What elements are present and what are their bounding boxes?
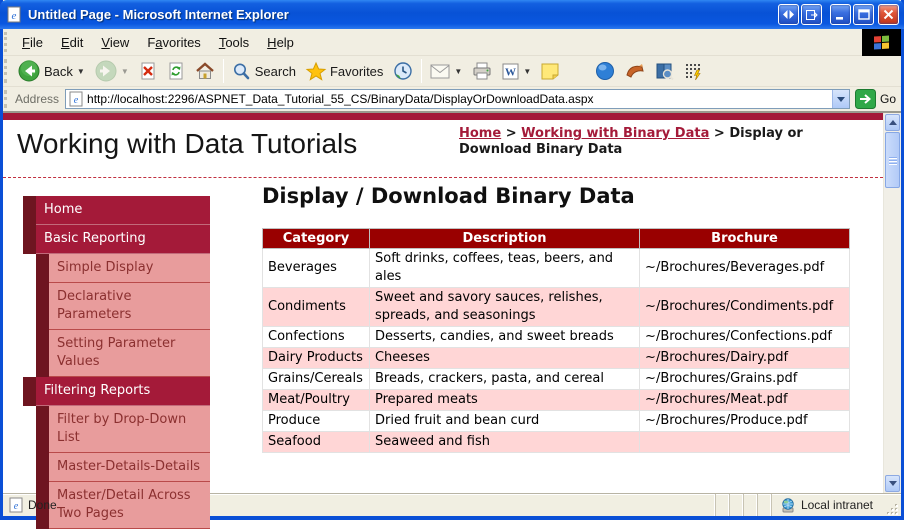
sidebar-item-label: Declarative Parameters: [49, 283, 210, 330]
stop-icon: [139, 62, 157, 80]
history-button[interactable]: [388, 59, 418, 83]
categories-table: [262, 228, 850, 453]
mail-button[interactable]: [425, 62, 467, 81]
page-title: Display / Download Binary Data: [262, 184, 635, 208]
title-bar: [0, 0, 904, 29]
security-zone-pane: [771, 494, 883, 516]
mail-dropdown-caret[interactable]: ▼: [454, 66, 463, 76]
menu-bar: [3, 29, 901, 56]
messenger-button[interactable]: [590, 59, 620, 83]
standard-toolbar: [3, 56, 901, 87]
maximize-button[interactable]: [853, 4, 874, 25]
scroll-up-button[interactable]: [885, 114, 900, 131]
sidebar-item-label: Setting Parameter Values: [49, 330, 210, 377]
table-header-row: [263, 229, 850, 249]
search-label: Search: [254, 63, 296, 79]
go-button[interactable]: [855, 89, 876, 109]
word-icon: [502, 63, 519, 80]
chevron-down-icon: [837, 97, 845, 102]
snagit-button[interactable]: [620, 61, 650, 82]
cell-category: Produce: [263, 411, 370, 432]
menu-favorites[interactable]: Favorites: [147, 34, 201, 50]
scrollbar-track[interactable]: [884, 188, 901, 474]
cell-description: Soft drinks, coffees, teas, beers, and ales: [369, 249, 639, 288]
rebar-grip[interactable]: [4, 32, 12, 52]
minimize-icon: [835, 9, 846, 20]
status-bar: [3, 493, 901, 516]
research-book-icon: [655, 62, 674, 81]
breadcrumb-link-working-with-binary-data[interactable]: Working with Binary Data: [521, 126, 710, 141]
toolbar-separator: [223, 59, 224, 83]
vertical-scrollbar[interactable]: [883, 113, 901, 493]
sidebar-item-shadow: [36, 406, 49, 453]
table-row-meat-poultry: [263, 390, 850, 411]
status-pane: [729, 494, 743, 516]
home-button[interactable]: [190, 60, 220, 82]
cell-description: Desserts, candies, and sweet breads: [369, 327, 639, 348]
rebar-grip[interactable]: [4, 59, 12, 83]
back-icon: [18, 60, 40, 82]
forward-icon: [95, 60, 117, 82]
sidebar-item-shadow: [23, 377, 36, 406]
cell-brochure: ~/Brochures/Condiments.pdf: [640, 288, 850, 327]
masthead: [3, 120, 883, 178]
back-button[interactable]: [13, 58, 90, 84]
menu-items: [13, 29, 303, 55]
favorites-star-icon: [306, 62, 326, 81]
sidebar-item-label: Home: [36, 196, 210, 225]
table-body: [263, 249, 850, 453]
rebar-grip[interactable]: [4, 90, 12, 108]
cell-brochure: ~/Brochures/Dairy.pdf: [640, 348, 850, 369]
capture-tool-icon: [625, 63, 645, 80]
sidebar-item-shadow: [23, 196, 36, 225]
svg-text:W: W: [505, 66, 517, 78]
back-dropdown-caret[interactable]: ▼: [76, 66, 85, 76]
sidebar-item-shadow: [36, 453, 49, 482]
site-title: Working with Data Tutorials: [17, 128, 358, 159]
cell-category: Confections: [263, 327, 370, 348]
window-undock-button[interactable]: [801, 4, 822, 25]
search-icon: [232, 62, 251, 81]
table-row-dairy-products: [263, 348, 850, 369]
sticky-note-icon: [541, 63, 559, 80]
page-accent-bar: [3, 113, 883, 120]
refresh-button[interactable]: [162, 60, 190, 82]
cell-brochure: ~/Brochures/Beverages.pdf: [640, 249, 850, 288]
sidebar-item-label: Master/Detail Across Two Pages: [49, 482, 210, 529]
ie-page-icon: [9, 497, 23, 513]
table-row-confections: [263, 327, 850, 348]
cell-category: Condiments: [263, 288, 370, 327]
status-pane: [757, 494, 771, 516]
cell-brochure: ~/Brochures/Confections.pdf: [640, 327, 850, 348]
close-icon: [883, 9, 894, 20]
svg-text:e: e: [13, 501, 19, 512]
cell-category: Dairy Products: [263, 348, 370, 369]
undock-window-icon: [806, 10, 818, 20]
sidebar-item-simple-display[interactable]: [36, 254, 210, 283]
sidebar-item-declarative-parameters[interactable]: [36, 283, 210, 330]
menu-tools[interactable]: Tools: [218, 34, 250, 50]
favorites-label: Favorites: [329, 63, 384, 79]
forward-button[interactable]: [90, 58, 134, 84]
cell-description: Cheeses: [369, 348, 639, 369]
history-icon: [393, 61, 413, 81]
cell-category: Seafood: [263, 432, 370, 453]
sidebar-item-label: Basic Reporting: [36, 225, 210, 254]
cell-brochure: ~/Brochures/Grains.pdf: [640, 369, 850, 390]
address-label: Address: [15, 92, 60, 106]
column-header-description: Description: [369, 229, 639, 249]
refresh-icon: [167, 62, 185, 80]
cell-description: Dried fruit and bean curd: [369, 411, 639, 432]
scrollbar-thumb[interactable]: [885, 132, 900, 188]
menu-view[interactable]: View: [101, 34, 130, 50]
close-button[interactable]: [878, 4, 899, 25]
address-dropdown-button[interactable]: [832, 90, 849, 108]
cell-description: Sweet and savory sauces, relishes, spreads, and seasonings: [369, 288, 639, 327]
ie-page-icon: [6, 6, 23, 23]
notes-button[interactable]: [536, 61, 564, 82]
breadcrumb-link-home[interactable]: Home: [459, 126, 502, 141]
table-row-grains-cereals: [263, 369, 850, 390]
maximize-icon: [858, 9, 870, 20]
table-row-condiments: [263, 288, 850, 327]
svg-text:e: e: [73, 95, 79, 106]
left-right-arrows-icon: [783, 10, 794, 19]
sidebar-item-master-details-details[interactable]: [36, 453, 210, 482]
stop-button[interactable]: [134, 60, 162, 82]
zone-label: Local intranet: [800, 498, 873, 512]
window-title: Untitled Page - Microsoft Internet Explorer: [28, 7, 289, 22]
table-row-produce: [263, 411, 850, 432]
sidebar-item-label: Filter by Drop-Down List: [49, 406, 210, 453]
sidebar-item-shadow: [23, 225, 36, 254]
address-bar: [3, 87, 901, 112]
svg-text:e: e: [11, 10, 17, 22]
sidebar-item-shadow: [36, 254, 49, 283]
breadcrumb: [459, 126, 859, 158]
ie-page-icon: [69, 91, 83, 107]
sidebar-item-filtering-reports[interactable]: [23, 377, 210, 406]
go-label[interactable]: Go: [879, 92, 896, 106]
menu-file[interactable]: File: [22, 34, 43, 50]
sidebar-item-filter-by-drop-down-list[interactable]: [36, 406, 210, 453]
sidebar-item-home[interactable]: [23, 196, 210, 225]
minimize-button[interactable]: [830, 4, 851, 25]
resize-grip[interactable]: [885, 502, 899, 516]
word-dropdown-caret[interactable]: ▼: [523, 66, 532, 76]
cell-brochure: [640, 432, 850, 453]
favorites-button[interactable]: [301, 60, 388, 83]
sidebar-item-shadow: [36, 330, 49, 377]
address-input[interactable]: [65, 89, 850, 109]
status-pane: [715, 494, 729, 516]
back-label: Back: [44, 63, 73, 79]
breadcrumb-separator: >: [709, 126, 730, 141]
table-row-beverages: [263, 249, 850, 288]
menu-edit[interactable]: Edit: [60, 34, 84, 50]
messenger-sphere-icon: [595, 61, 615, 81]
cell-brochure: ~/Brochures/Meat.pdf: [640, 390, 850, 411]
search-button[interactable]: [227, 60, 301, 83]
toolbar-separator: [421, 59, 422, 83]
cell-brochure: ~/Brochures/Produce.pdf: [640, 411, 850, 432]
home-icon: [195, 62, 215, 80]
sidebar-item-basic-reporting[interactable]: [23, 225, 210, 254]
cell-category: Beverages: [263, 249, 370, 288]
chevron-down-icon: [889, 481, 897, 486]
forward-dropdown-caret[interactable]: ▼: [120, 66, 129, 76]
status-text: Done: [28, 498, 57, 512]
table-row-seafood: [263, 432, 850, 453]
sidebar-item-setting-parameter-values[interactable]: [36, 330, 210, 377]
scroll-down-button[interactable]: [885, 475, 900, 492]
cell-description: Prepared meats: [369, 390, 639, 411]
sidebar-item-label: Filtering Reports: [36, 377, 210, 406]
main-content: [210, 178, 883, 493]
column-header-brochure: Brochure: [640, 229, 850, 249]
breadcrumb-current: Display or Download Binary Data: [459, 126, 803, 157]
edit-with-word-button[interactable]: [497, 61, 536, 82]
windows-flag-icon: [874, 35, 890, 50]
mail-icon: [430, 64, 450, 79]
throbber: [862, 29, 901, 56]
dev-grid-button[interactable]: [679, 60, 708, 83]
cell-description: Seaweed and fish: [369, 432, 639, 453]
pixel-grid-icon: [684, 62, 703, 81]
window-arrows-button[interactable]: [778, 4, 799, 25]
print-icon: [472, 62, 492, 80]
research-button[interactable]: [650, 60, 679, 83]
sidebar-item-label: Simple Display: [49, 254, 210, 283]
sidebar-item-label: Master-Details-Details: [49, 453, 210, 482]
chevron-up-icon: [889, 120, 897, 125]
cell-description: Breads, crackers, pasta, and cereal: [369, 369, 639, 390]
breadcrumb-separator: >: [501, 126, 522, 141]
print-button[interactable]: [467, 60, 497, 82]
menu-help[interactable]: Help: [267, 34, 294, 50]
sidebar-item-shadow: [36, 283, 49, 330]
cell-category: Meat/Poultry: [263, 390, 370, 411]
status-pane: [743, 494, 757, 516]
column-header-category: Category: [263, 229, 370, 249]
cell-category: Grains/Cereals: [263, 369, 370, 390]
address-url: http://localhost:2296/ASPNET_Data_Tutorial_55_CS/BinaryData/DisplayOrDownloadData.aspx: [87, 92, 594, 106]
local-intranet-globe-icon: [780, 498, 796, 513]
